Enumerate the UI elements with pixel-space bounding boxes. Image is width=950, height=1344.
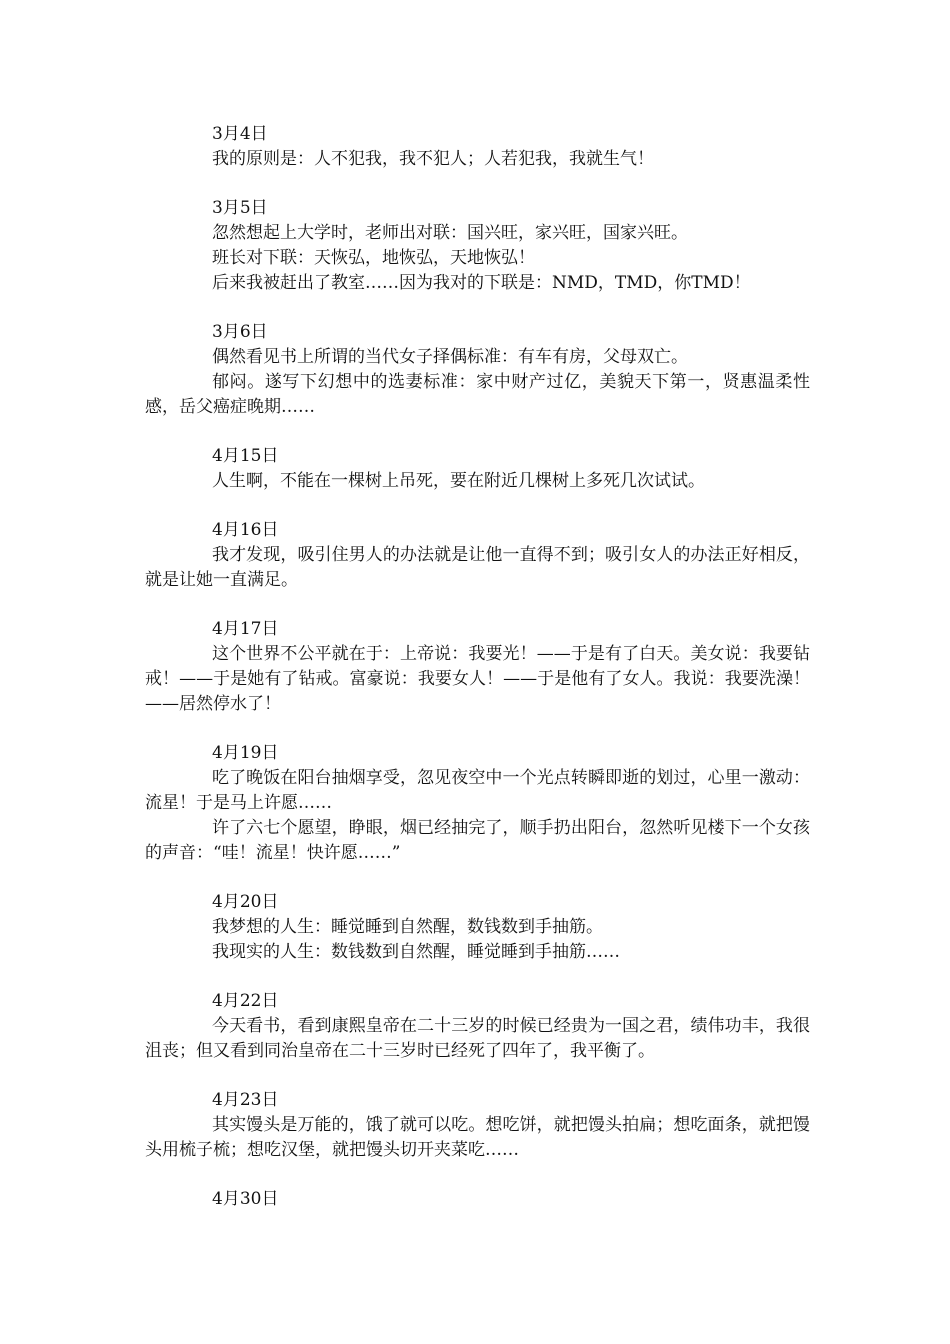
entry-date: 3月5日	[212, 198, 268, 218]
entry-paragraph: 班长对下联：天恢弘，地恢弘，天地恢弘！	[212, 248, 535, 268]
entry-date: 4月15日	[212, 446, 279, 466]
entry-date: 4月20日	[212, 892, 279, 912]
entry-date: 3月4日	[212, 124, 268, 144]
diary-entry	[145, 444, 810, 494]
entry-paragraph: 偶然看见书上所谓的当代女子择偶标准：有车有房，父母双亡。	[212, 347, 688, 367]
entry-paragraph: 郁闷。遂写下幻想中的选妻标准：家中财产过亿，美貌天下第一，贤惠温柔性感，岳父癌症晚期……	[145, 372, 810, 417]
entry-paragraph: 我的原则是：人不犯我，我不犯人；人若犯我，我就生气！	[212, 149, 654, 169]
entry-paragraph: 其实馒头是万能的，饿了就可以吃。想吃饼，就把馒头拍扁；想吃面条，就把馒头用梳子梳；想吃汉堡，就把馒头切开夹菜吃……	[145, 1115, 810, 1160]
entry-paragraph: 忽然想起上大学时，老师出对联：国兴旺，家兴旺，国家兴旺。	[212, 223, 688, 243]
diary-entry	[145, 741, 810, 866]
diary-entry	[145, 890, 810, 965]
diary-entry	[145, 122, 810, 172]
entry-paragraph: 吃了晚饭在阳台抽烟享受，忽见夜空中一个光点转瞬即逝的划过，心里一激动：流星！于是马上许愿……	[145, 768, 810, 813]
entry-paragraph: 我才发现，吸引住男人的办法就是让他一直得不到；吸引女人的办法正好相反，就是让她一直满足。	[145, 545, 810, 590]
diary-entry	[145, 1088, 810, 1163]
entry-date: 4月19日	[212, 743, 279, 763]
entry-paragraph: 人生啊，不能在一棵树上吊死，要在附近几棵树上多死几次试试。	[212, 471, 705, 491]
entry-paragraph: 我梦想的人生：睡觉睡到自然醒，数钱数到手抽筋。	[212, 917, 603, 937]
entry-paragraph: 我现实的人生：数钱数到自然醒，睡觉睡到手抽筋……	[212, 942, 620, 962]
entry-paragraph: 许了六七个愿望，睁眼，烟已经抽完了，顺手扔出阳台，忽然听见楼下一个女孩的声音：“哇！流星！快许愿……”	[145, 818, 810, 863]
diary-entry	[145, 989, 810, 1064]
entry-date: 4月22日	[212, 991, 279, 1011]
entry-paragraph: 今天看书，看到康熙皇帝在二十三岁的时候已经贵为一国之君，绩伟功丰，我很沮丧；但又看到同治皇帝在二十三岁时已经死了四年了，我平衡了。	[145, 1016, 810, 1061]
entry-date: 4月23日	[212, 1090, 279, 1110]
entry-paragraph: 后来我被赶出了教室……因为我对的下联是：NMD，TMD，你TMD！	[212, 273, 751, 293]
diary-content	[145, 122, 810, 1236]
entry-date: 3月6日	[212, 322, 268, 342]
diary-entry	[145, 518, 810, 593]
entry-date: 4月16日	[212, 520, 279, 540]
diary-entry	[145, 617, 810, 717]
diary-entry	[145, 1187, 810, 1212]
diary-entry	[145, 320, 810, 420]
entry-date: 4月30日	[212, 1189, 279, 1209]
entry-paragraph: 这个世界不公平就在于：上帝说：我要光！——于是有了白天。美女说：我要钻戒！——于是她有了钻戒。富豪说：我要女人！——于是他有了女人。我说：我要洗澡！——居然停水了！	[145, 644, 810, 714]
diary-entry	[145, 196, 810, 296]
entry-date: 4月17日	[212, 619, 279, 639]
